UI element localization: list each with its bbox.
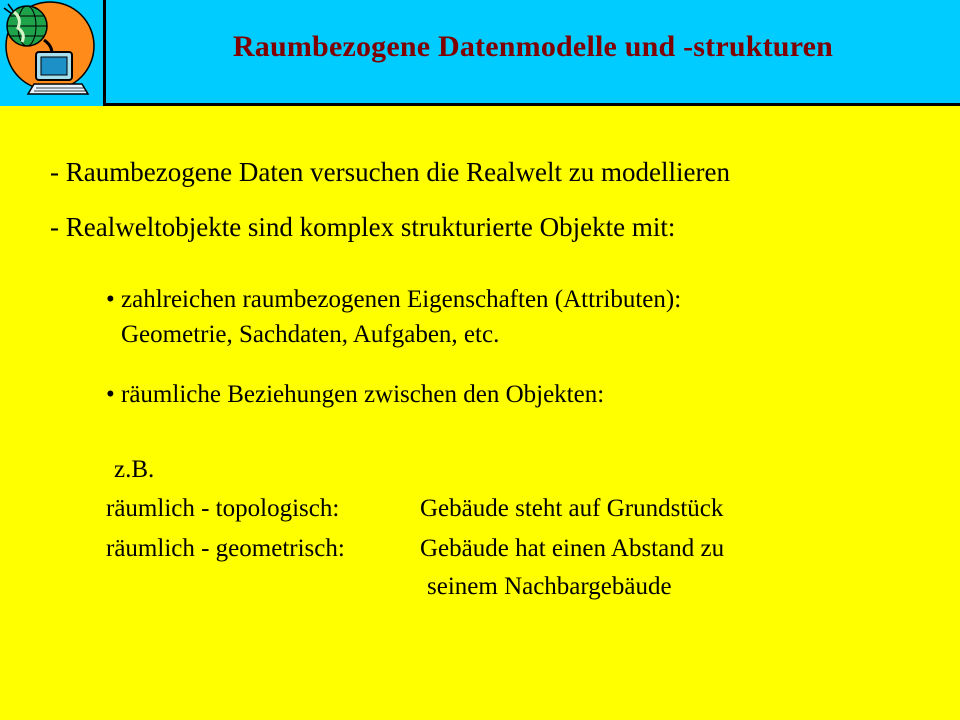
example-row1-label: räumlich - topologisch: — [106, 495, 340, 522]
example-row2-cont: seinem Nachbargebäude — [427, 573, 672, 600]
body-line-2: - Realweltobjekte sind komplex strukturierte Objekte mit: — [50, 212, 676, 242]
body-line-1: - Raumbezogene Daten versuchen die Realwelt zu modellieren — [50, 157, 730, 187]
example-row2-value: Gebäude hat einen Abstand zu — [420, 535, 725, 562]
example-label: z.B. — [114, 456, 155, 483]
bullet-1-line-1: • zahlreichen raumbezogenen Eigenschaften (Attributen): — [106, 286, 682, 313]
bullet-1-line-2: Geometrie, Sachdaten, Aufgaben, etc. — [121, 321, 500, 348]
example-row2-label: räumlich - geometrisch: — [106, 535, 345, 562]
globe-computer-icon — [0, 0, 103, 103]
example-row1-value: Gebäude steht auf Grundstück — [420, 495, 724, 522]
slide-title: Raumbezogene Datenmodelle und -strukturen — [232, 30, 834, 63]
slide-header — [0, 0, 960, 106]
bullet-2-line-1: • räumliche Beziehungen zwischen den Objekten: — [106, 381, 605, 408]
logo — [0, 0, 106, 106]
